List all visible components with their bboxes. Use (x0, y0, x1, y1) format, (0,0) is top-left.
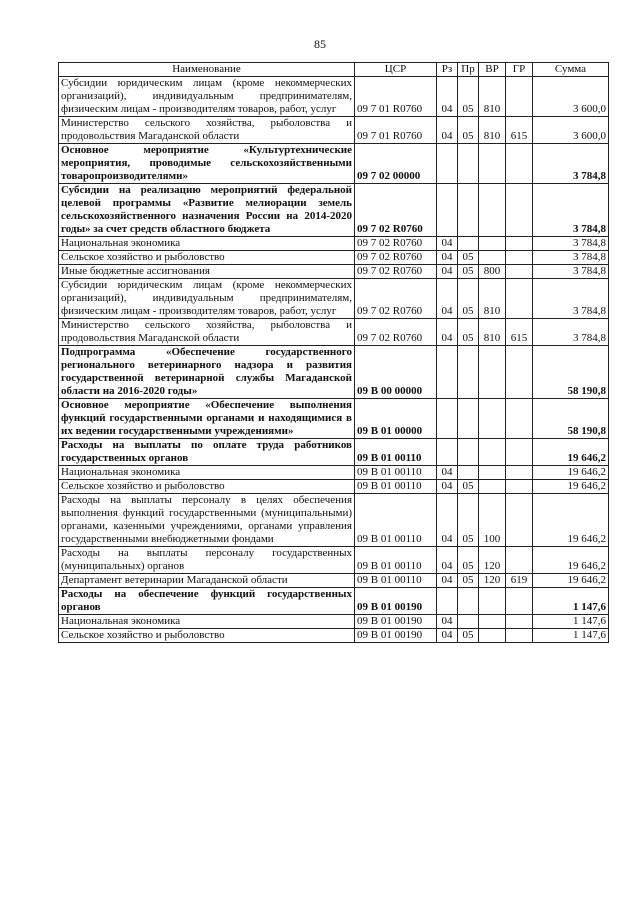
cell-rz: 04 (437, 480, 458, 494)
cell-pr: 05 (458, 319, 479, 346)
table-row (59, 588, 609, 615)
cell-name: Субсидии юридическим лицам (кроме некоммерческих организаций), индивидуальным предпринимателям, физическим лицам - производителям товаров, работ, услуг (59, 77, 355, 117)
table-row (59, 117, 609, 144)
table-row (59, 144, 609, 184)
cell-csr: 09 В 01 00110 (355, 466, 437, 480)
cell-gr (506, 237, 533, 251)
cell-vr: 810 (479, 77, 506, 117)
cell-name: Сельское хозяйство и рыболовство (59, 629, 355, 643)
cell-sum: 1 147,6 (533, 629, 609, 643)
cell-vr: 810 (479, 319, 506, 346)
cell-gr: 615 (506, 117, 533, 144)
cell-vr (479, 184, 506, 237)
cell-rz: 04 (437, 615, 458, 629)
cell-vr (479, 399, 506, 439)
cell-name: Расходы на выплаты персоналу в целях обеспечения выполнения функций государственными (муниципальными) органами, казенными учреждениями, органами управления государственными внебюджетными фондами (59, 494, 355, 547)
cell-rz (437, 144, 458, 184)
table-row (59, 574, 609, 588)
cell-vr (479, 629, 506, 643)
cell-sum: 3 784,8 (533, 237, 609, 251)
cell-sum: 19 646,2 (533, 480, 609, 494)
cell-sum: 3 784,8 (533, 319, 609, 346)
cell-rz (437, 588, 458, 615)
cell-vr: 120 (479, 547, 506, 574)
cell-name: Сельское хозяйство и рыболовство (59, 251, 355, 265)
cell-pr (458, 466, 479, 480)
cell-rz (437, 439, 458, 466)
cell-pr (458, 346, 479, 399)
cell-gr (506, 399, 533, 439)
table-row (59, 480, 609, 494)
cell-name: Субсидии юридическим лицам (кроме некоммерческих организаций), индивидуальным предпринимателям, физическим лицам - производителям товаров, работ, услуг (59, 279, 355, 319)
cell-vr (479, 466, 506, 480)
cell-gr (506, 439, 533, 466)
cell-vr: 810 (479, 117, 506, 144)
cell-rz: 04 (437, 237, 458, 251)
cell-pr: 05 (458, 265, 479, 279)
cell-name: Основное мероприятие «Обеспечение выполнения функций государственными органами и находящимися в их ведении государственными учреждениями» (59, 399, 355, 439)
cell-pr: 05 (458, 547, 479, 574)
cell-name: Расходы на обеспечение функций государственных органов (59, 588, 355, 615)
header-vr: ВР (479, 63, 506, 77)
cell-pr: 05 (458, 77, 479, 117)
cell-name: Основное мероприятие «Культуртехнические мероприятия, проводимые сельскохозяйственными товаропроизводителями» (59, 144, 355, 184)
cell-sum: 19 646,2 (533, 574, 609, 588)
cell-sum: 3 784,8 (533, 144, 609, 184)
cell-gr (506, 251, 533, 265)
cell-rz: 04 (437, 117, 458, 144)
cell-pr: 05 (458, 480, 479, 494)
cell-rz: 04 (437, 251, 458, 265)
header-pr: Пр (458, 63, 479, 77)
cell-name: Национальная экономика (59, 466, 355, 480)
cell-rz: 04 (437, 279, 458, 319)
cell-csr: 09 7 02 R0760 (355, 237, 437, 251)
cell-sum: 3 600,0 (533, 117, 609, 144)
cell-csr: 09 7 02 R0760 (355, 265, 437, 279)
table-row (59, 547, 609, 574)
cell-pr: 05 (458, 494, 479, 547)
cell-pr: 05 (458, 117, 479, 144)
cell-csr: 09 7 02 R0760 (355, 184, 437, 237)
cell-name: Департамент ветеринарии Магаданской области (59, 574, 355, 588)
page-number: 85 (314, 37, 326, 51)
table-row (59, 237, 609, 251)
table-row (59, 346, 609, 399)
header-rz: Рз (437, 63, 458, 77)
cell-gr (506, 279, 533, 319)
cell-gr (506, 494, 533, 547)
cell-vr: 800 (479, 265, 506, 279)
cell-pr: 05 (458, 629, 479, 643)
cell-csr: 09 В 01 00110 (355, 480, 437, 494)
cell-pr (458, 399, 479, 439)
cell-sum: 1 147,6 (533, 615, 609, 629)
table-body (59, 77, 609, 643)
cell-csr: 09 В 01 00190 (355, 588, 437, 615)
cell-csr: 09 7 01 R0760 (355, 117, 437, 144)
cell-rz: 04 (437, 77, 458, 117)
cell-sum: 19 646,2 (533, 494, 609, 547)
cell-pr: 05 (458, 574, 479, 588)
cell-rz (437, 399, 458, 439)
table-row (59, 439, 609, 466)
table-row (59, 265, 609, 279)
cell-sum: 19 646,2 (533, 466, 609, 480)
cell-sum: 19 646,2 (533, 547, 609, 574)
cell-sum: 3 784,8 (533, 279, 609, 319)
cell-name: Подпрограмма «Обеспечение государственного регионального ветеринарного надзора и развития государственной ветеринарной службы Магаданской области на 2016-2020 годы» (59, 346, 355, 399)
cell-rz: 04 (437, 466, 458, 480)
cell-csr: 09 В 01 00110 (355, 574, 437, 588)
cell-name: Национальная экономика (59, 237, 355, 251)
cell-csr: 09 В 01 00110 (355, 494, 437, 547)
cell-pr (458, 144, 479, 184)
cell-name: Сельское хозяйство и рыболовство (59, 480, 355, 494)
table-row (59, 399, 609, 439)
budget-table (58, 62, 609, 643)
table-row (59, 77, 609, 117)
table-row (59, 494, 609, 547)
table-row (59, 251, 609, 265)
cell-name: Национальная экономика (59, 615, 355, 629)
cell-sum: 1 147,6 (533, 588, 609, 615)
cell-name: Министерство сельского хозяйства, рыболовства и продовольствия Магаданской области (59, 319, 355, 346)
cell-name: Министерство сельского хозяйства, рыболовства и продовольствия Магаданской области (59, 117, 355, 144)
table-header (59, 63, 609, 77)
cell-rz: 04 (437, 494, 458, 547)
header-sum: Сумма (533, 63, 609, 77)
cell-rz: 04 (437, 265, 458, 279)
cell-csr: 09 В 01 00190 (355, 629, 437, 643)
cell-rz (437, 346, 458, 399)
cell-vr (479, 346, 506, 399)
cell-gr (506, 346, 533, 399)
cell-vr (479, 615, 506, 629)
cell-csr: 09 В 01 00190 (355, 615, 437, 629)
cell-name: Расходы на выплаты по оплате труда работников государственных органов (59, 439, 355, 466)
cell-vr (479, 251, 506, 265)
cell-gr: 619 (506, 574, 533, 588)
table-row (59, 184, 609, 237)
header-row (59, 63, 609, 77)
cell-rz: 04 (437, 547, 458, 574)
cell-vr: 120 (479, 574, 506, 588)
cell-sum: 3 784,8 (533, 184, 609, 237)
cell-gr (506, 480, 533, 494)
cell-vr (479, 237, 506, 251)
cell-gr: 615 (506, 319, 533, 346)
cell-sum: 3 784,8 (533, 265, 609, 279)
cell-sum: 58 190,8 (533, 399, 609, 439)
cell-name: Субсидии на реализацию мероприятий федеральной целевой программы «Развитие мелиорации земель сельскохозяйственного назначения России на 2014-2020 годы» за счет средств областного бюджета (59, 184, 355, 237)
cell-vr (479, 439, 506, 466)
cell-vr (479, 480, 506, 494)
cell-csr: 09 7 01 R0760 (355, 77, 437, 117)
cell-csr: 09 7 02 R0760 (355, 319, 437, 346)
cell-rz: 04 (437, 574, 458, 588)
cell-sum: 58 190,8 (533, 346, 609, 399)
cell-name: Расходы на выплаты персоналу государственных (муниципальных) органов (59, 547, 355, 574)
cell-sum: 3 784,8 (533, 251, 609, 265)
header-name: Наименование (59, 63, 355, 77)
cell-csr: 09 В 01 00000 (355, 399, 437, 439)
cell-csr: 09 В 01 00110 (355, 439, 437, 466)
cell-rz: 04 (437, 629, 458, 643)
table-row (59, 319, 609, 346)
cell-pr (458, 439, 479, 466)
header-csr: ЦСР (355, 63, 437, 77)
table-row (59, 466, 609, 480)
table-row (59, 279, 609, 319)
cell-pr (458, 184, 479, 237)
cell-sum: 3 600,0 (533, 77, 609, 117)
cell-gr (506, 615, 533, 629)
cell-gr (506, 629, 533, 643)
cell-pr (458, 237, 479, 251)
cell-pr: 05 (458, 279, 479, 319)
cell-csr: 09 7 02 00000 (355, 144, 437, 184)
cell-gr (506, 588, 533, 615)
cell-pr (458, 615, 479, 629)
cell-sum: 19 646,2 (533, 439, 609, 466)
cell-gr (506, 77, 533, 117)
cell-gr (506, 547, 533, 574)
cell-pr (458, 588, 479, 615)
header-gr: ГР (506, 63, 533, 77)
table-row (59, 629, 609, 643)
cell-csr: 09 В 01 00110 (355, 547, 437, 574)
cell-csr: 09 7 02 R0760 (355, 279, 437, 319)
table-row (59, 615, 609, 629)
cell-gr (506, 466, 533, 480)
cell-csr: 09 В 00 00000 (355, 346, 437, 399)
cell-gr (506, 184, 533, 237)
cell-vr (479, 588, 506, 615)
cell-pr: 05 (458, 251, 479, 265)
cell-csr: 09 7 02 R0760 (355, 251, 437, 265)
cell-vr: 810 (479, 279, 506, 319)
cell-vr: 100 (479, 494, 506, 547)
cell-name: Иные бюджетные ассигнования (59, 265, 355, 279)
cell-vr (479, 144, 506, 184)
cell-rz (437, 184, 458, 237)
cell-gr (506, 265, 533, 279)
cell-rz: 04 (437, 319, 458, 346)
cell-gr (506, 144, 533, 184)
